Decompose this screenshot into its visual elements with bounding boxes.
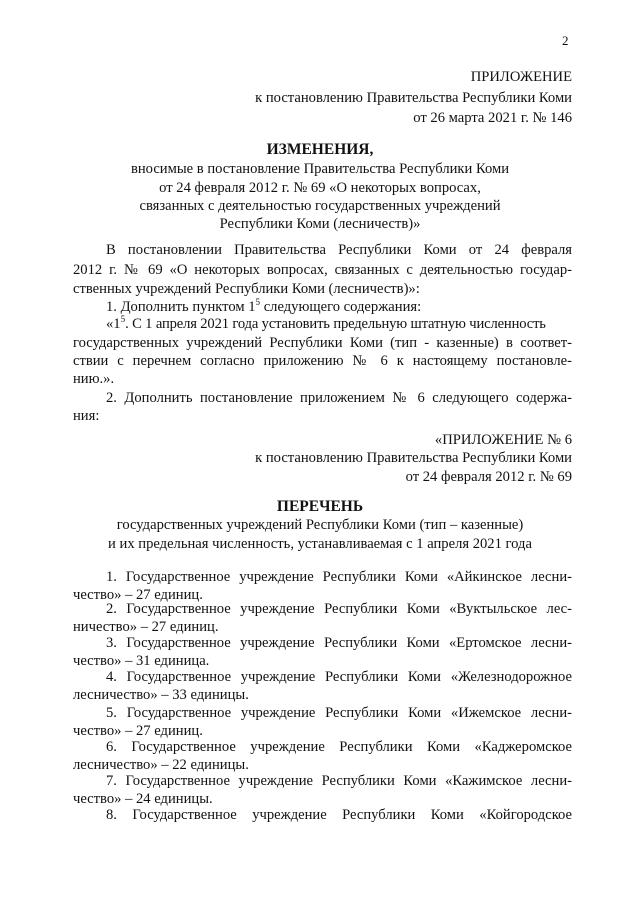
quote-line-1-text: . С 1 апреля 2021 года установить предельную штатную численность <box>125 316 546 332</box>
list-item-1-first: 1. Государственное учреждение Республики Коми «Айкинское лесни- <box>106 569 572 585</box>
appendix-header-line3: от 26 марта 2021 г. № 146 <box>413 110 572 126</box>
quote-line-3: ствии с перечнем согласно приложению № 6 к настоящему постановле- <box>73 353 572 369</box>
item-1-text: 1. Дополнить пунктом 1 <box>106 299 256 315</box>
list-item-3-second: чество» – 31 единица. <box>73 653 210 669</box>
item-1-tail: следующего содержания: <box>260 299 422 315</box>
body-line-1: В постановлении Правительства Республики Коми от 24 февраля <box>106 242 572 258</box>
list-item-5-first: 5. Государственное учреждение Республики Коми «Ижемское лесни- <box>106 705 572 721</box>
list-subtitle-2: и их предельная численность, устанавливаемая с 1 апреля 2021 года <box>108 536 532 552</box>
quote-line-4: нию.». <box>73 371 115 387</box>
page-number: 2 <box>562 33 569 48</box>
list-item-6-first: 6. Государственное учреждение Республики Коми «Каджеромское <box>106 739 572 755</box>
list-item-5-second: чество» – 27 единиц. <box>73 723 203 739</box>
item-2-line-1: 2. Дополнить постановление приложением № 6 следующего содержа- <box>106 390 572 406</box>
changes-subtitle-4: Республики Коми (лесничеств)» <box>219 216 421 232</box>
list-item-4-second: лесничество» – 33 единицы. <box>73 687 249 703</box>
quote-sup: 5 <box>120 314 126 324</box>
changes-subtitle-2: от 24 февраля 2012 г. № 69 «О некоторых вопросах, <box>159 180 481 196</box>
item-1-sup: 5 <box>255 297 261 307</box>
list-item-8-first: 8. Государственное учреждение Республики Коми «Койгородское <box>106 807 572 823</box>
list-item-2-second: ничество» – 27 единиц. <box>73 619 219 635</box>
list-item-7-first: 7. Государственное учреждение Республики Коми «Кажимское лесни- <box>106 773 572 789</box>
list-subtitle-1: государственных учреждений Республики Коми (тип – казенные) <box>116 517 524 533</box>
quote-open: «1 <box>106 316 121 332</box>
list-item-2-first: 2. Государственное учреждение Республики Коми «Вуктыльское лес- <box>106 601 572 617</box>
changes-subtitle-1: вносимые в постановление Правительства Республики Коми <box>130 161 510 177</box>
appendix-header-line1: ПРИЛОЖЕНИЕ <box>470 69 572 85</box>
body-line-3: ственных учреждений Республики Коми (лесничеств)»: <box>73 281 420 297</box>
appendix6-line3: от 24 февраля 2012 г. № 69 <box>405 469 572 485</box>
list-item-1-second: чество» – 27 единиц. <box>73 587 203 603</box>
changes-subtitle-3: связанных с деятельностью государственных учреждений <box>139 198 501 214</box>
list-item-7-second: чество» – 24 единицы. <box>73 791 213 807</box>
item-2-line-2: ния: <box>73 408 100 424</box>
list-item-6-second: лесничество» – 22 единицы. <box>73 757 249 773</box>
quote-line-2: государственных учреждений Республики Коми (тип - казенные) в соответ- <box>73 335 572 351</box>
list-item-3-first: 3. Государственное учреждение Республики Коми «Ертомское лесни- <box>106 635 572 651</box>
appendix-header-line2: к постановлению Правительства Республики Коми <box>255 90 572 106</box>
list-title: ПЕРЕЧЕНЬ <box>276 498 364 515</box>
appendix6-line1: «ПРИЛОЖЕНИЕ № 6 <box>434 432 572 448</box>
quote-line-1 <box>106 316 572 333</box>
appendix6-line2: к постановлению Правительства Республики Коми <box>255 450 572 466</box>
body-line-2: 2012 г. № 69 «О некоторых вопросах, связанных с деятельностью государ- <box>73 262 572 278</box>
list-item-4-first: 4. Государственное учреждение Республики Коми «Железнодорожное <box>106 669 572 685</box>
changes-title: ИЗМЕНЕНИЯ, <box>266 141 374 158</box>
item-1 <box>106 299 421 316</box>
